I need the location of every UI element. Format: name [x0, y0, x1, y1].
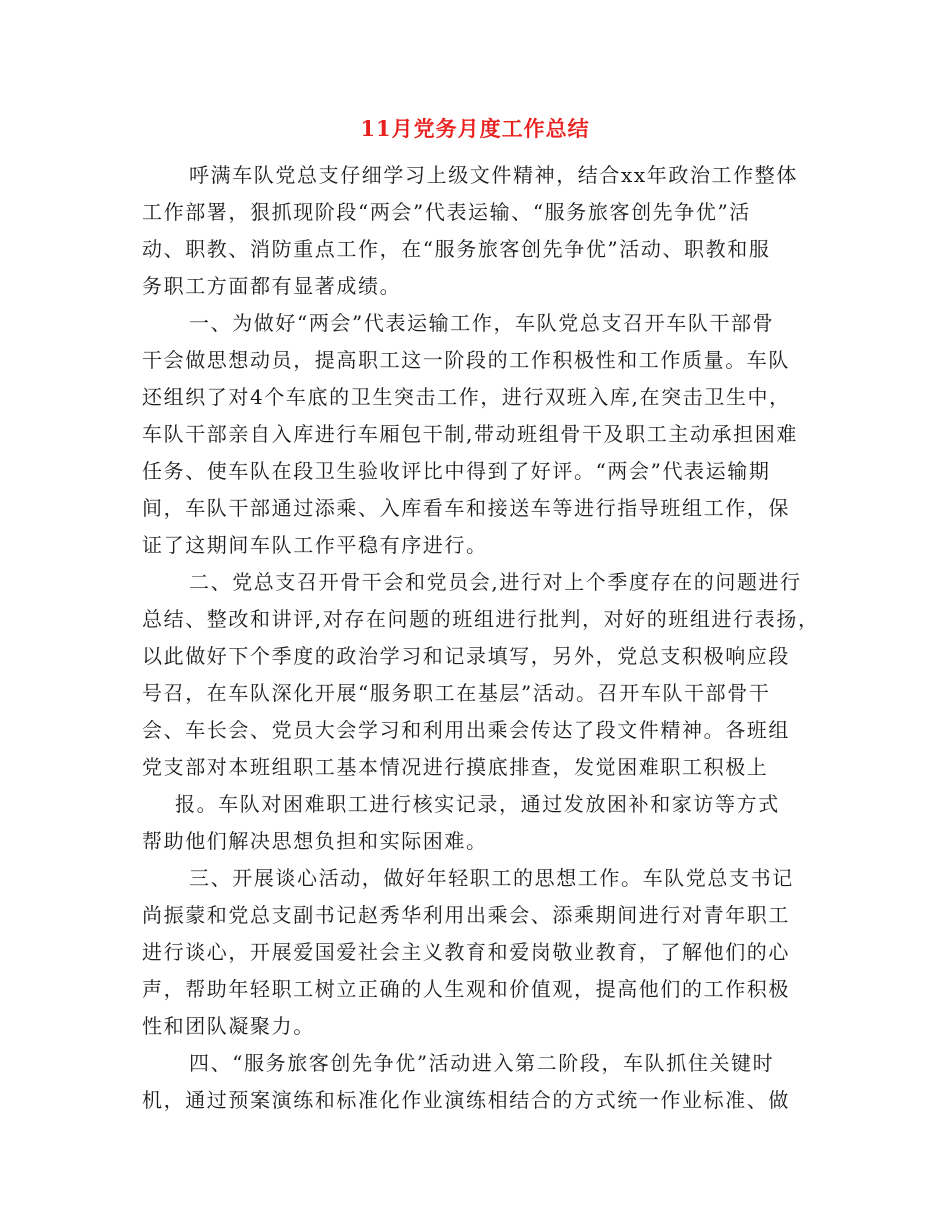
paragraph-1-line-4: 务职工方面都有显著成绩。 [142, 274, 402, 298]
paragraph-2-line-2: 干会做思想动员，提高职工这一阶段的工作积极性和工作质量。车队 [142, 348, 790, 372]
paragraph-2-line-6: 间，车队干部通过添乘、入库看车和接送车等进行指导班组工作，保 [142, 496, 790, 520]
document-title: 11月党务月度工作总结 [360, 116, 590, 141]
paragraph-1-line-2: 工作部署，狠抓现阶段“两会”代表运输、“服务旅客创先争优”活 [142, 200, 751, 224]
paragraph-4-line-5: 性和团队凝聚力。 [142, 1014, 315, 1038]
paragraph-3-line-1: 二、党总支召开骨干会和党员会,进行对上个季度存在的问题进行 [189, 570, 802, 594]
paragraph-2-line-4: 车队干部亲自入库进行车厢包干制,带动班组骨干及职工主动承担困难 [142, 422, 798, 446]
paragraph-2-line-1: 一、为做好“两会”代表运输工作，车队党总支召开车队干部骨 [189, 311, 775, 335]
paragraph-4-line-1: 三、开展谈心活动，做好年轻职工的思想工作。车队党总支书记 [189, 866, 794, 890]
paragraph-3-line-8: 帮助他们解决思想负担和实际困难。 [142, 829, 488, 853]
paragraph-3-line-7: 报。车队对困难职工进行核实记录，通过发放困补和家访等方式 [175, 792, 780, 816]
paragraph-2-line-3: 还组织了对4个车底的卫生突击工作，进行双班入库,在突击卫生中， [142, 385, 791, 409]
paragraph-3-line-3: 以此做好下个季度的政治学习和记录填写，另外，党总支积极响应段 [142, 644, 790, 668]
paragraph-2-line-5: 任务、使车队在段卫生验收评比中得到了好评。“两会”代表运输期 [142, 459, 771, 483]
paragraph-5-line-1: 四、“服务旅客创先争优”活动进入第二阶段，车队抓住关键时 [189, 1051, 775, 1075]
paragraph-3-line-4: 号召，在车队深化开展“服务职工在基层”活动。召开车队干部骨干 [142, 681, 771, 705]
paragraph-3-line-6: 党支部对本班组职工基本情况进行摸底排查，发觉困难职工积极上 [142, 755, 769, 779]
paragraph-4-line-4: 声，帮助年轻职工树立正确的人生观和价值观，提高他们的工作积极 [142, 977, 790, 1001]
paragraph-3-line-5: 会、车长会、党员大会学习和利用出乘会传达了段文件精神。各班组 [142, 718, 790, 742]
paragraph-4-line-3: 进行谈心，开展爱国爱社会主义教育和爱岗敬业教育，了解他们的心 [142, 940, 790, 964]
paragraph-3-line-2: 总结、整改和讲评,对存在问题的班组进行批判，对好的班组进行表扬， [142, 607, 820, 631]
paragraph-1-line-3: 动、职教、消防重点工作，在“服务旅客创先争优”活动、职教和服 [142, 237, 771, 261]
paragraph-2-line-7: 证了这期间车队工作平稳有序进行。 [142, 533, 488, 557]
paragraph-4-line-2: 尚振蒙和党总支副书记赵秀华利用出乘会、添乘期间进行对青年职工 [142, 903, 790, 927]
paragraph-1-line-1: 呼满车队党总支仔细学习上级文件精神，结合xx年政治工作整体 [189, 163, 798, 187]
paragraph-5-line-2: 机，通过预案演练和标准化作业演练相结合的方式统一作业标准、做 [142, 1088, 790, 1112]
